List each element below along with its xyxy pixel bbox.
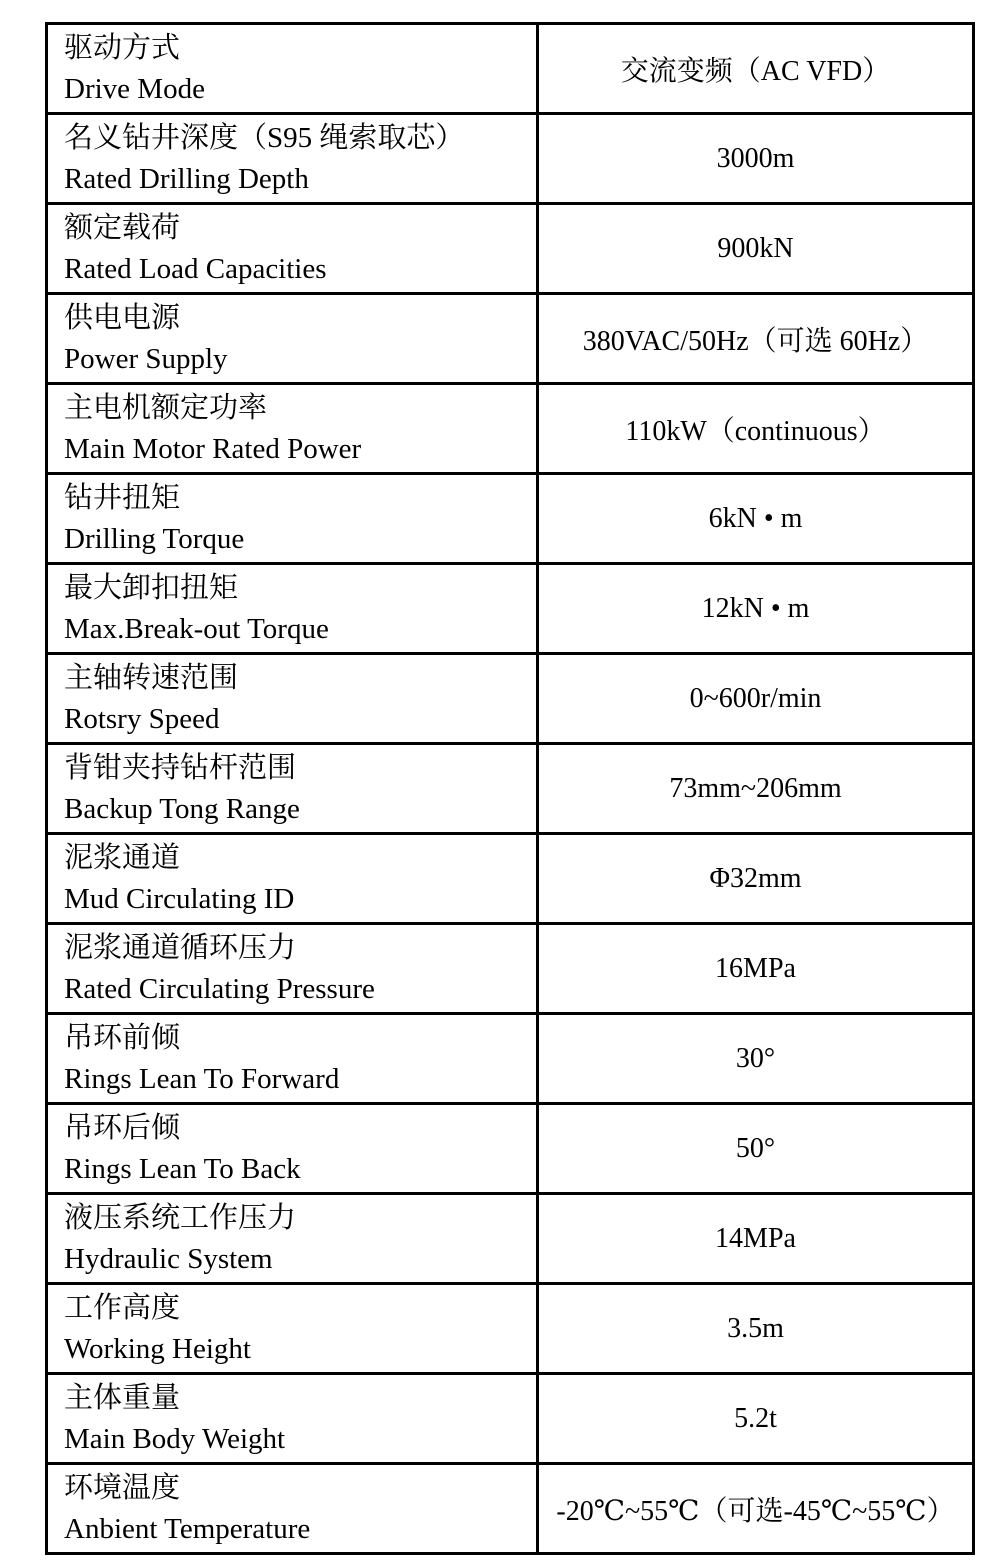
- spec-value: 5.2t: [734, 1402, 777, 1434]
- spec-value-cell: [538, 1194, 974, 1284]
- spec-label-cell: [47, 204, 538, 294]
- spec-label-en: Rated Load Capacities: [64, 252, 327, 285]
- spec-table: [45, 22, 975, 1555]
- spec-value-cell: [538, 1464, 974, 1554]
- spec-value-cell: [538, 834, 974, 924]
- spec-label-en: Rated Drilling Depth: [64, 162, 309, 195]
- table-row: [47, 384, 974, 474]
- table-row: [47, 744, 974, 834]
- spec-label-en: Hydraulic System: [64, 1242, 273, 1275]
- table-row: [47, 1104, 974, 1194]
- spec-label-en: Max.Break-out Torque: [64, 612, 329, 645]
- spec-label-zh: 钻井扭矩: [64, 481, 181, 514]
- spec-label-zh: 最大卸扣扭矩: [64, 571, 239, 604]
- spec-label-cell: [47, 1104, 538, 1194]
- spec-value: -20℃~55℃（可选-45℃~55℃）: [556, 1495, 955, 1527]
- spec-value-cell: [538, 1014, 974, 1104]
- spec-value-cell: [538, 114, 974, 204]
- spec-label-en: Drilling Torque: [64, 522, 245, 555]
- spec-label-cell: [47, 1374, 538, 1464]
- spec-label-zh: 驱动方式: [64, 31, 181, 64]
- spec-label-cell: [47, 654, 538, 744]
- spec-value: 110kW（continuous）: [625, 415, 886, 447]
- spec-table-body: [47, 24, 974, 1554]
- spec-label-en: Main Motor Rated Power: [64, 432, 362, 465]
- spec-label-en: Drive Mode: [64, 72, 205, 105]
- table-row: [47, 834, 974, 924]
- spec-value-cell: [538, 24, 974, 114]
- table-row: [47, 24, 974, 114]
- spec-value-cell: [538, 474, 974, 564]
- spec-label-en: Rotsry Speed: [64, 702, 220, 735]
- spec-label-en: Anbient Temperature: [64, 1512, 311, 1545]
- table-row: [47, 1284, 974, 1374]
- spec-value-cell: [538, 384, 974, 474]
- spec-label-cell: [47, 1464, 538, 1554]
- spec-value-cell: [538, 1104, 974, 1194]
- spec-label-cell: [47, 114, 538, 204]
- spec-label-cell: [47, 924, 538, 1014]
- spec-value: 3000m: [716, 142, 795, 174]
- spec-label-zh: 环境温度: [64, 1471, 181, 1504]
- spec-label-en: Working Height: [64, 1332, 251, 1365]
- spec-label-zh: 背钳夹持钻杆范围: [64, 751, 297, 784]
- spec-label-en: Rings Lean To Forward: [64, 1062, 340, 1095]
- spec-value: 6kN • m: [708, 502, 803, 534]
- spec-label-cell: [47, 834, 538, 924]
- spec-value-cell: [538, 564, 974, 654]
- spec-value: 交流变频（AC VFD）: [620, 55, 891, 87]
- spec-label-cell: [47, 384, 538, 474]
- spec-value: 380VAC/50Hz（可选 60Hz）: [582, 325, 929, 357]
- spec-value: 50°: [735, 1132, 776, 1164]
- table-row: [47, 1194, 974, 1284]
- spec-label-zh: 吊环前倾: [64, 1021, 181, 1054]
- spec-label-en: Backup Tong Range: [64, 792, 300, 825]
- spec-value: 73mm~206mm: [669, 772, 842, 804]
- spec-value: 3.5m: [727, 1312, 784, 1344]
- spec-label-en: Main Body Weight: [64, 1422, 286, 1455]
- spec-value: 0~600r/min: [689, 682, 822, 714]
- spec-value: 30°: [735, 1042, 776, 1074]
- spec-label-zh: 泥浆通道: [64, 841, 181, 874]
- spec-value-cell: [538, 1374, 974, 1464]
- spec-label-en: Mud Circulating ID: [64, 882, 295, 915]
- spec-label-zh: 工作高度: [64, 1291, 181, 1324]
- table-row: [47, 1464, 974, 1554]
- table-row: [47, 204, 974, 294]
- spec-label-cell: [47, 294, 538, 384]
- spec-value: 14MPa: [715, 1222, 796, 1254]
- spec-label-cell: [47, 1284, 538, 1374]
- spec-value: 900kN: [717, 232, 794, 264]
- spec-label-cell: [47, 474, 538, 564]
- spec-label-en: Rings Lean To Back: [64, 1152, 301, 1185]
- spec-label-cell: [47, 564, 538, 654]
- table-row: [47, 114, 974, 204]
- spec-label-cell: [47, 1194, 538, 1284]
- table-row: [47, 474, 974, 564]
- spec-value-cell: [538, 1284, 974, 1374]
- spec-value-cell: [538, 654, 974, 744]
- table-row: [47, 564, 974, 654]
- spec-value: Φ32mm: [709, 862, 802, 894]
- spec-label-cell: [47, 744, 538, 834]
- spec-label-zh: 泥浆通道循环压力: [64, 931, 297, 964]
- spec-label-zh: 名义钻井深度（S95 绳索取芯）: [64, 121, 465, 154]
- spec-label-en: Power Supply: [64, 342, 228, 375]
- table-row: [47, 654, 974, 744]
- spec-value-cell: [538, 204, 974, 294]
- table-row: [47, 294, 974, 384]
- spec-label-zh: 供电电源: [64, 301, 181, 334]
- spec-value-cell: [538, 294, 974, 384]
- spec-value: 12kN • m: [701, 592, 810, 624]
- spec-label-zh: 吊环后倾: [64, 1111, 181, 1144]
- table-row: [47, 1014, 974, 1104]
- spec-label-cell: [47, 24, 538, 114]
- spec-value: 16MPa: [715, 952, 796, 984]
- spec-label-en: Rated Circulating Pressure: [64, 972, 375, 1005]
- spec-value-cell: [538, 744, 974, 834]
- spec-label-cell: [47, 1014, 538, 1104]
- spec-label-zh: 液压系统工作压力: [64, 1201, 297, 1234]
- spec-label-zh: 主轴转速范围: [64, 661, 239, 694]
- table-row: [47, 924, 974, 1014]
- spec-label-zh: 额定载荷: [64, 211, 181, 244]
- spec-value-cell: [538, 924, 974, 1014]
- spec-label-zh: 主体重量: [64, 1381, 181, 1414]
- spec-label-zh: 主电机额定功率: [64, 391, 268, 424]
- table-row: [47, 1374, 974, 1464]
